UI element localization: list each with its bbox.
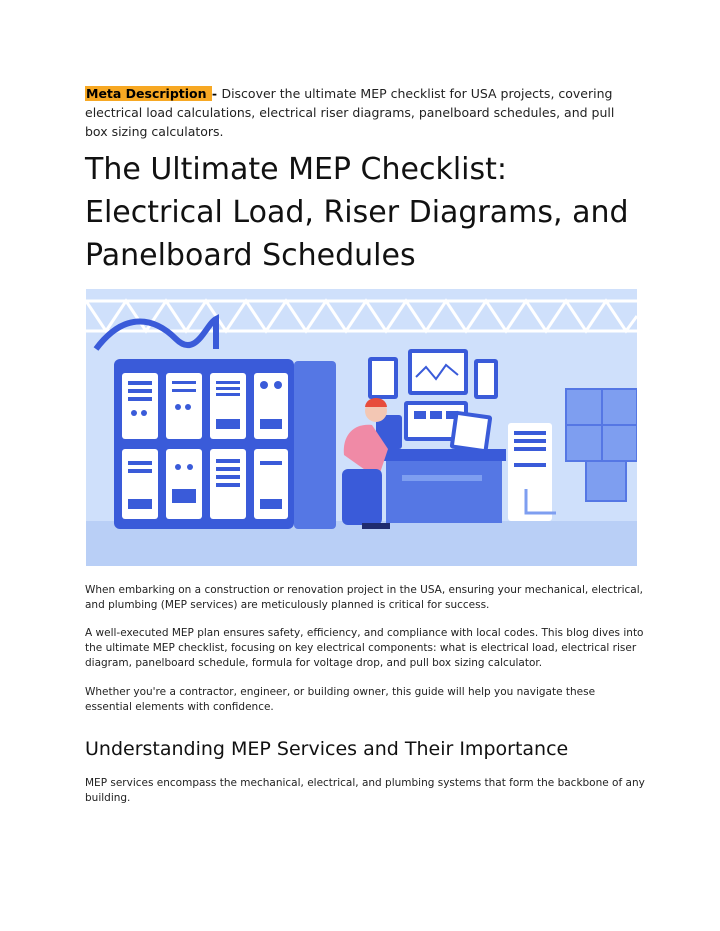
paragraph-audience: Whether you're a contractor, engineer, or building owner, this guide will help you navigate these essential elements with confidence. [85,686,596,713]
hero-illustration [86,289,637,566]
right-rack [508,423,556,521]
meta-description-text: Discover the ultimate MEP checklist for USA projects, covering electrical load calculations, electrical riser diagrams, panelboard schedules, and pull box sizing calculators. [85,86,615,139]
meta-description-label: Meta Description [86,86,211,101]
page-title: The Ultimate MEP Checklist: Electrical Load, Riser Diagrams, and Panelboard Schedules [85,152,629,273]
paragraph-intro: When embarking on a construction or renovation project in the USA, ensuring your mechanical, electrical, and plumbing (MEP services) are meticulously planned is critical for success. [85,584,643,611]
server-cabinets [114,359,336,529]
meta-description [85,84,635,141]
meta-separator: - [211,86,222,101]
paragraph-plan: A well-executed MEP plan ensures safety, efficiency, and compliance with local codes. This blog dives into the ultimate MEP checklist, focusing on key electrical components: what is electrical load, electrical riser diagram, panelboard schedule, formula for voltage drop, and pull box sizing calculator. [85,627,644,669]
paragraph-mep-services: MEP services encompass the mechanical, electrical, and plumbing systems that form the backbone of any building. [85,777,645,804]
section-heading: Understanding MEP Services and Their Importance [85,738,569,760]
